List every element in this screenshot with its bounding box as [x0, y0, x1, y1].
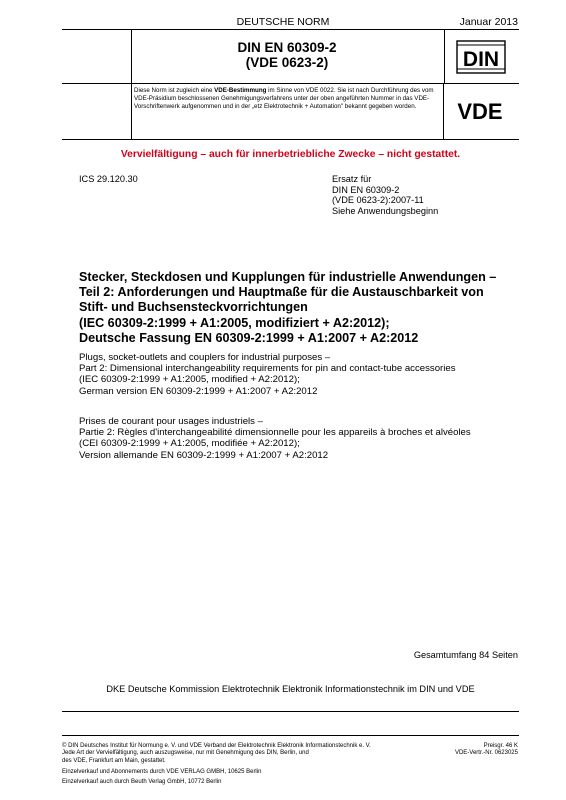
vde-determination-note: Diese Norm ist zugleich eine VDE-Bestimmung im Sinne von VDE 0022. Sie ist nach Durchführung des vom VDE-Präsidium beschlossenen Genehmigungsverfahrens unter der oben angeführten Nummer in das VDE-Vorschriftenwerk aufgenommen und in der „etz Elektrotechnik + Automation" bekannt gegeben worden. [134, 87, 434, 111]
replacement-line: (VDE 0623-2):2007-11 [332, 195, 424, 206]
reproduction-notice: Vervielfältigung – auch für innerbetriebliche Zwecke – nicht gestattet. [120, 149, 461, 160]
english-title [79, 352, 529, 397]
price-group: Preisgr. 46 K [483, 743, 518, 749]
german-title-line: Deutsche Fassung EN 60309-2:1999 + A1:2007 + A2:2012 [79, 330, 419, 345]
replacement-line: DIN EN 60309-2 [332, 184, 400, 195]
english-title-line: Part 2: Dimensional interchangeability requirements for pin and contact-tube accessories [79, 363, 456, 375]
german-title-line: (IEC 60309-2:1999 + A1:2005, modifiziert + A2:2012); [79, 315, 390, 330]
ics-code: ICS 29.120.30 [79, 174, 138, 184]
french-title-line: Prises de courant pour usages industriels – [79, 416, 263, 427]
document-type-label: DEUTSCHE NORM [236, 16, 330, 28]
french-title [79, 416, 529, 461]
replacement-info [332, 174, 438, 216]
vde-logo [450, 100, 510, 122]
vde-row-left-cell [62, 83, 132, 139]
vde-logo-text: VDE [457, 100, 503, 122]
vde-standard-number: (VDE 0623-2) [245, 55, 329, 70]
bottom-frame [62, 711, 519, 736]
price-info [408, 743, 518, 758]
copyright-line: © DIN Deutsches Institut für Normung e. V. und VDE Verband der Elektrotechnik Elektronik Informationstechnik e. V. [62, 743, 371, 749]
german-title [79, 270, 519, 346]
sales-info-beuth: Einzelverkauf auch durch Beuth Verlag GmbH, 10772 Berlin [62, 779, 222, 785]
copyright-line: Jede Art der Vervielfältigung, auch auszugsweise, nur mit Genehmigung des DIN, Berlin, und [62, 750, 309, 757]
replacement-line: Siehe Anwendungsbeginn [332, 205, 439, 216]
german-title-line: Stecker, Steckdosen und Kupplungen für industrielle Anwendungen – [79, 270, 497, 284]
din-logo [456, 40, 506, 74]
english-title-line: (IEC 60309-2:1999 + A1:2005, modified + A2:2012); [79, 374, 300, 386]
dke-committee: DKE Deutsche Kommission Elektrotechnik Elektronik Informationstechnik im DIN und VDE [106, 684, 475, 694]
french-title-line: Version allemande EN 60309-2:1999 + A1:2007 + A2:2012 [79, 449, 329, 461]
standard-number [131, 40, 443, 70]
publication-date: Januar 2013 [459, 16, 518, 28]
din-logo-icon [456, 40, 506, 74]
din-logo-text: DIN [462, 48, 500, 71]
vde-distribution-number: VDE-Vertr.-Nr. 0623025 [454, 750, 518, 757]
vde-logo-icon [450, 100, 510, 122]
vde-determination-term: VDE-Bestimmung [214, 87, 267, 94]
copyright-notice [62, 743, 442, 765]
replacement-line: Ersatz für [332, 174, 372, 184]
english-title-line: Plugs, socket-outlets and couplers for industrial purposes – [79, 352, 331, 363]
total-pages: Gesamtumfang 84 Seiten [413, 650, 518, 660]
german-title-line: Stift- und Buchsensteckvorrichtungen [79, 300, 308, 315]
copyright-line: des VDE, Frankfurt am Main, gestattet. [62, 757, 166, 764]
din-standard-number: DIN EN 60309-2 [237, 40, 337, 55]
french-title-line: (CEI 60309-2:1999 + A1:2005, modifiée + A2:2012); [79, 438, 300, 450]
english-title-line: German version EN 60309-2:1999 + A1:2007 + A2:2012 [79, 385, 318, 397]
german-title-line: Teil 2: Anforderungen und Hauptmaße für die Austauschbarkeit von [79, 285, 484, 300]
french-title-line: Partie 2: Règles d'interchangeabilité dimensionnelle pour les appareils à broches et alvéoles [79, 427, 471, 439]
sales-info-vde: Einzelverkauf und Abonnements durch VDE VERLAG GMBH, 10625 Berlin [62, 769, 262, 775]
